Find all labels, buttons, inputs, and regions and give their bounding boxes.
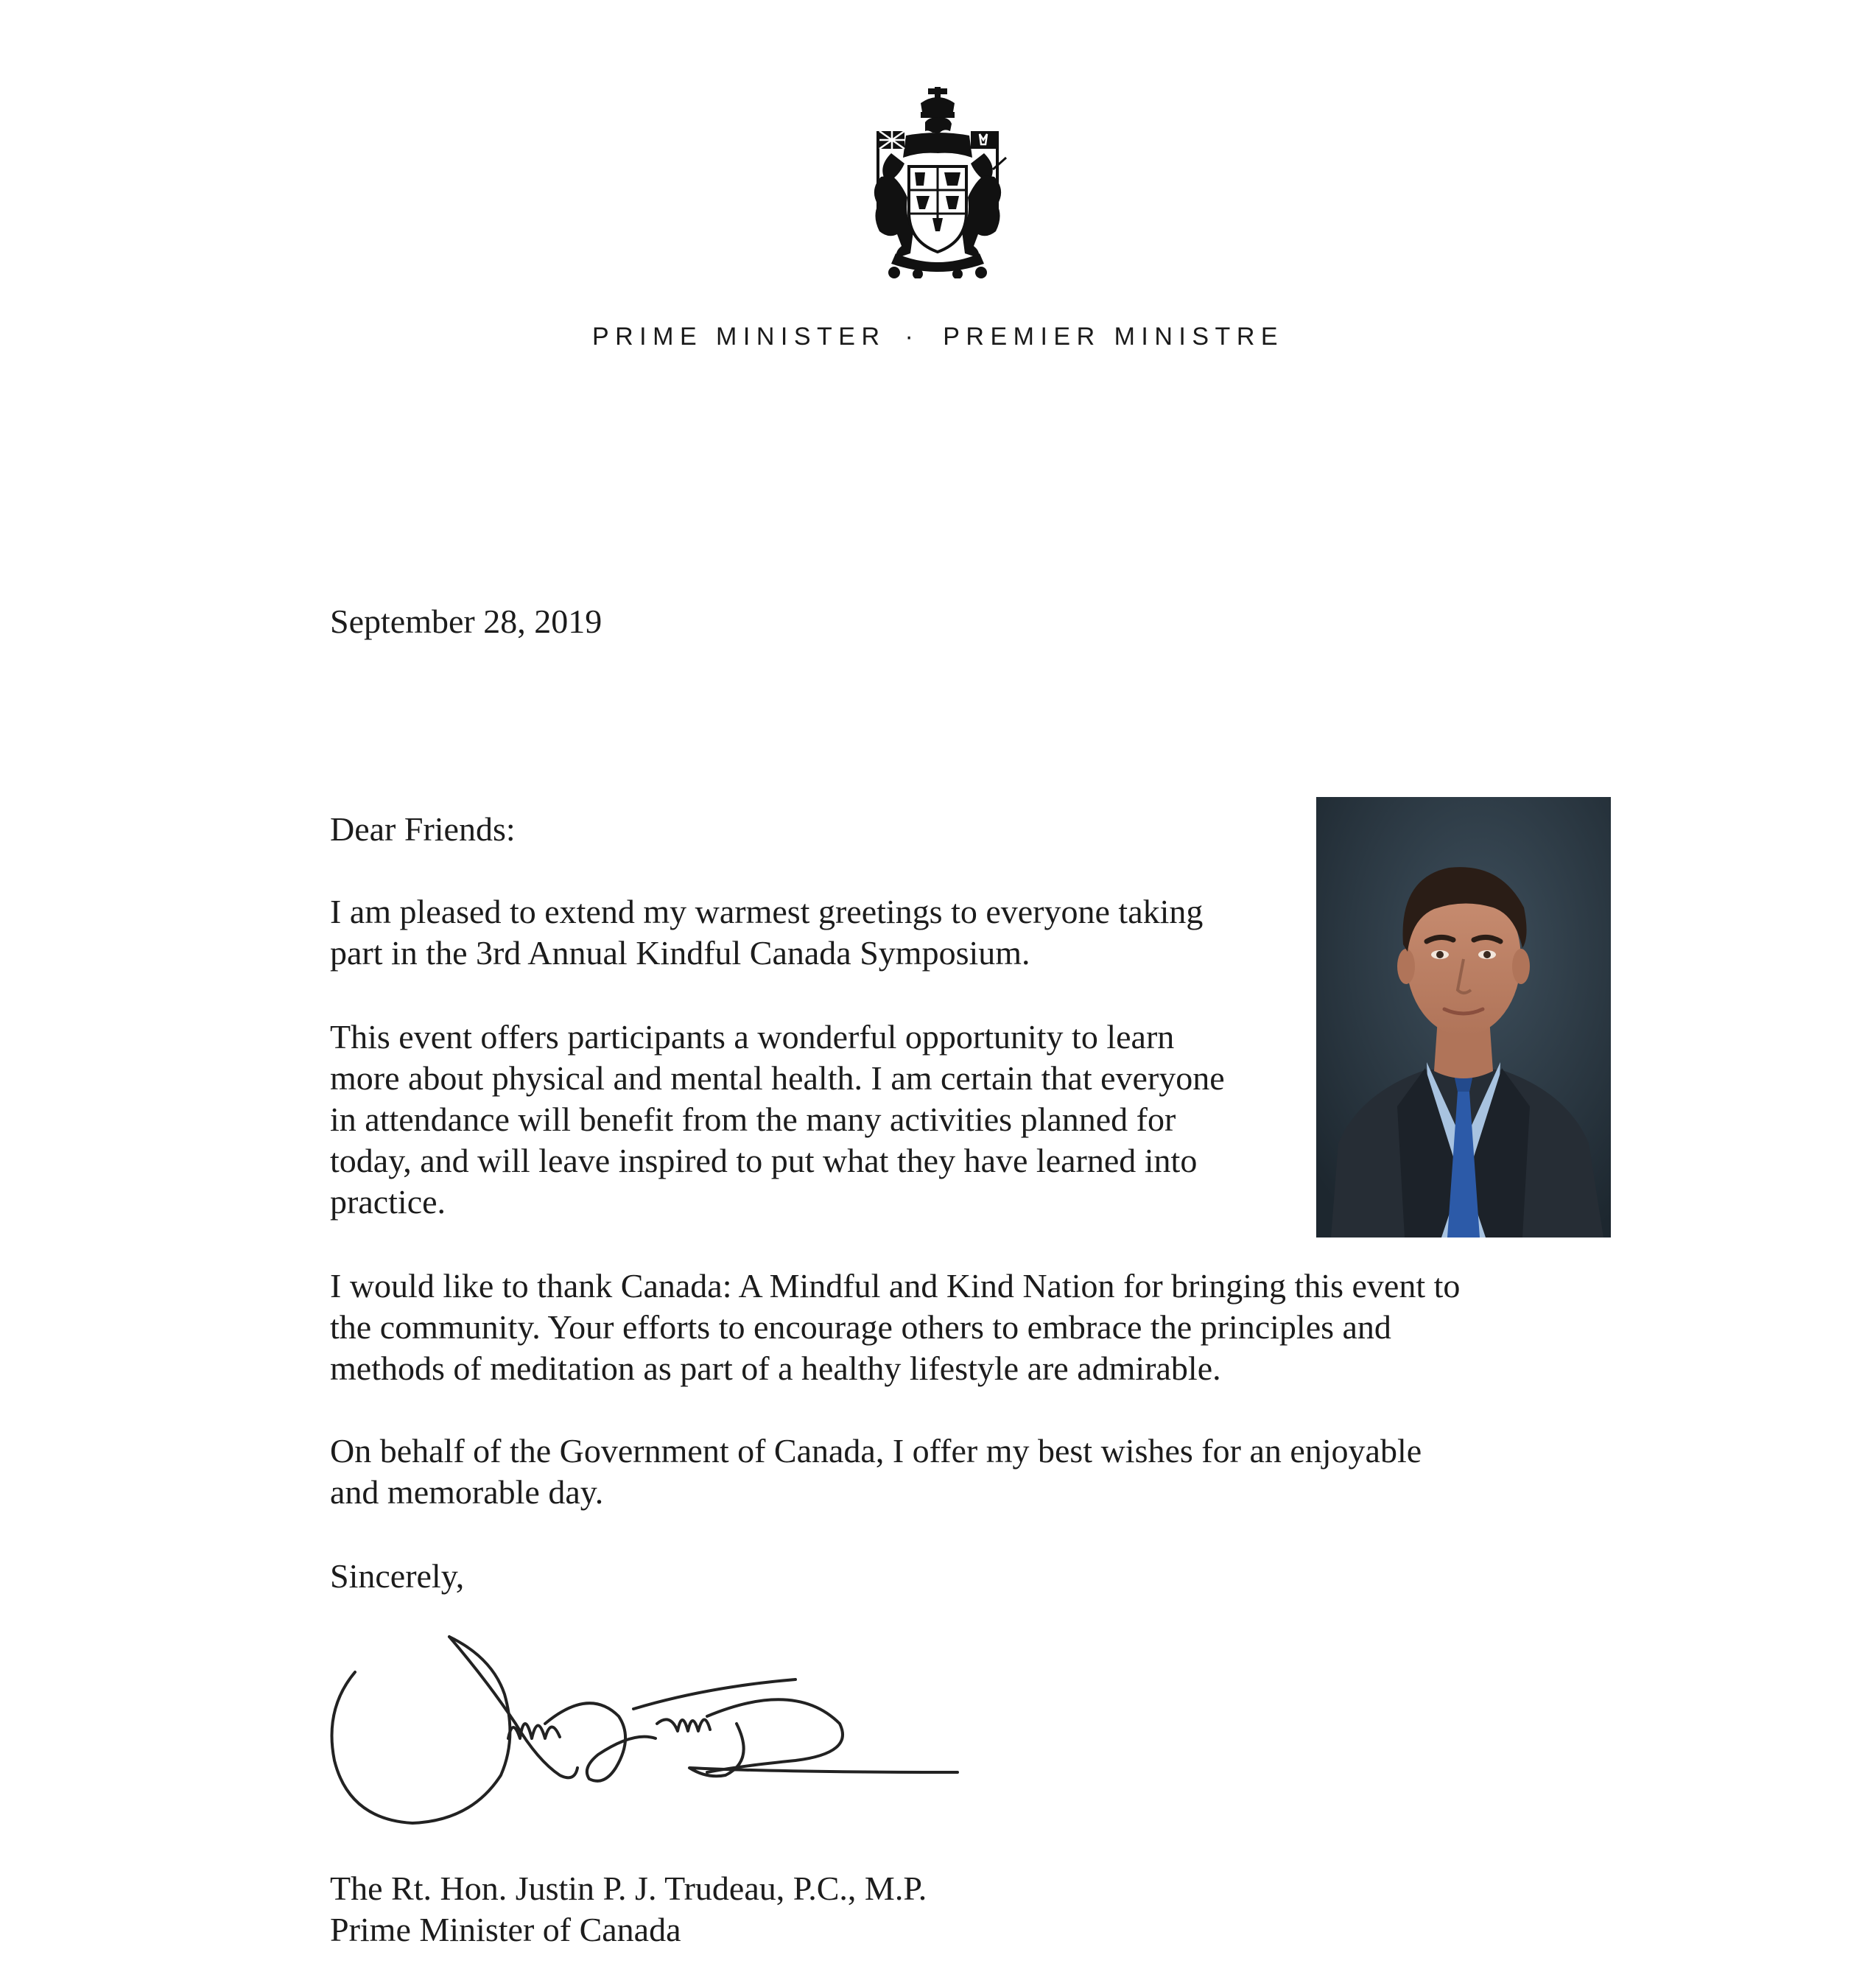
portrait-photo	[1316, 797, 1611, 1237]
letterhead-title	[0, 323, 1876, 351]
paragraph-line: On behalf of the Government of Canada, I offer my best wishes for an enjoyable	[330, 1432, 1422, 1470]
paragraph-line: in attendance will benefit from the many activities planned for	[330, 1100, 1176, 1138]
paragraph-line: part in the 3rd Annual Kindful Canada Symposium.	[330, 934, 1030, 972]
paragraph-1	[330, 891, 1203, 974]
handwritten-signature	[324, 1628, 972, 1849]
paragraph-line: practice.	[330, 1183, 446, 1221]
letterhead-separator: ·	[904, 323, 920, 351]
letter-date: September 28, 2019	[330, 603, 603, 640]
paragraph-line: I am pleased to extend my warmest greetings to everyone taking	[330, 893, 1204, 930]
letterhead-english: PRIME MINISTER	[591, 323, 886, 351]
paragraph-line: I would like to thank Canada: A Mindful and Kind Nation for bringing this event to	[330, 1267, 1461, 1305]
closing: Sincerely,	[330, 1557, 465, 1595]
paragraph-line: today, and will leave inspired to put what they have learned into	[330, 1142, 1198, 1179]
signer-name: The Rt. Hon. Justin P. J. Trudeau, P.C., M.P.	[330, 1870, 927, 1907]
paragraph-4	[330, 1430, 1422, 1513]
signer-title: Prime Minister of Canada	[330, 1911, 681, 1948]
paragraph-3	[330, 1265, 1460, 1389]
paragraph-line: the community. Your efforts to encourage others to embrace the principles and	[330, 1308, 1391, 1346]
paragraph-2	[330, 1017, 1225, 1223]
paragraph-line: more about physical and mental health. I am certain that everyone	[330, 1059, 1225, 1097]
paragraph-line: and memorable day.	[330, 1473, 604, 1511]
paragraph-line: methods of meditation as part of a healthy lifestyle are admirable.	[330, 1349, 1221, 1387]
paragraph-line: This event offers participants a wonderful opportunity to learn	[330, 1018, 1175, 1056]
letterhead-french: PREMIER MINISTRE	[943, 323, 1285, 351]
salutation: Dear Friends:	[330, 810, 516, 848]
coat-of-arms-icon	[862, 87, 1013, 278]
